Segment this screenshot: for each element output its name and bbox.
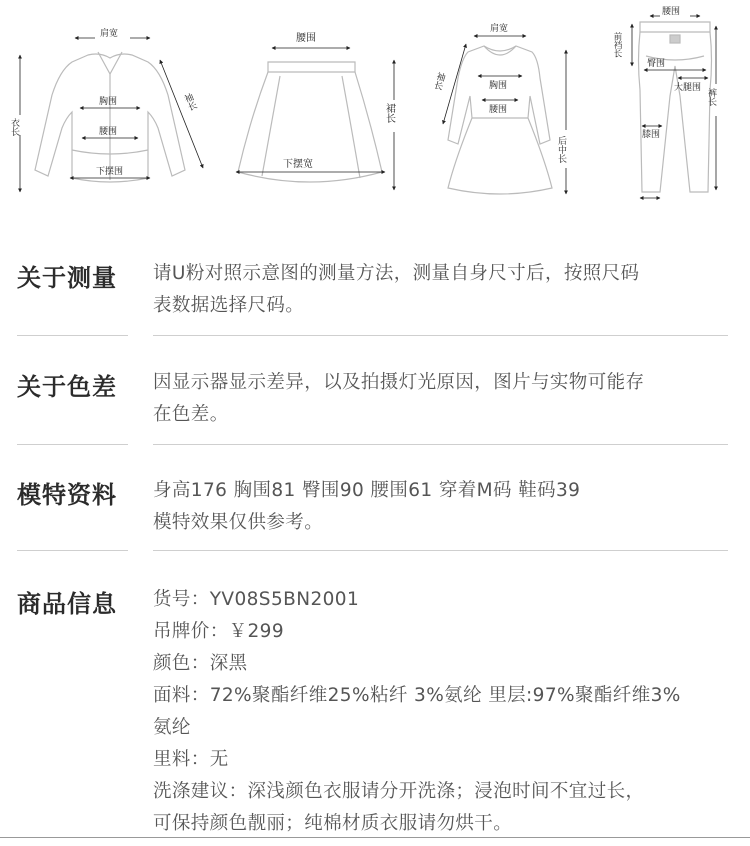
- section-title: 关于测量: [17, 264, 117, 292]
- section-body: [153, 584, 738, 840]
- section-body: [153, 367, 738, 431]
- section-body: [153, 475, 738, 539]
- pants-waist-label: 腰围: [662, 7, 681, 17]
- shirt-length-label: 衣长: [9, 118, 19, 136]
- section-title: 商品信息: [17, 590, 117, 618]
- dress-sleeve-label: 袖长: [431, 70, 446, 91]
- body-line: 里料：无: [153, 749, 229, 770]
- section-body: [153, 258, 738, 322]
- skirt-waist-label: 腰围: [296, 33, 316, 44]
- dress-back-length-label: 后中长: [556, 136, 566, 163]
- pants-rise-label: 前裆长: [612, 32, 622, 58]
- skirt-hem-label: 下摆宽: [283, 159, 313, 170]
- measurement-diagrams: [0, 0, 750, 215]
- body-line: 可保持颜色靓丽；纯棉材质衣服请勿烘干。: [153, 813, 513, 834]
- body-line: 颜色：深黑: [153, 653, 248, 674]
- body-line: 洗涤建议：深浅颜色衣服请分开洗涤；浸泡时间不宜过长，: [153, 781, 645, 802]
- divider: [153, 444, 728, 445]
- body-line: 在色差。: [153, 404, 229, 425]
- section-title: 关于色差: [17, 373, 117, 401]
- body-line: 因显示器显示差异，以及拍摄灯光原因，图片与实物可能存: [153, 372, 645, 393]
- divider: [153, 550, 728, 551]
- body-line: 货号：YV08S5BN2001: [153, 589, 360, 610]
- shirt-shoulder-label: 肩宽: [100, 29, 119, 39]
- body-line: 表数据选择尺码。: [153, 295, 305, 316]
- divider: [153, 335, 728, 336]
- pants-knee-label: 膝围: [642, 130, 661, 140]
- body-line: 吊牌价：￥299: [153, 621, 285, 642]
- shirt-diagram: [35, 52, 185, 182]
- section-title: 模特资料: [17, 481, 117, 509]
- bottom-divider: [0, 837, 750, 838]
- dress-chest-label: 胸围: [489, 81, 508, 91]
- pants-thigh-label: 大腿围: [674, 83, 702, 93]
- body-line: 氨纶: [153, 717, 191, 738]
- dress-waist-label: 腰围: [489, 105, 508, 115]
- divider: [17, 444, 128, 445]
- shirt-waist-label: 腰围: [99, 127, 118, 137]
- pants-diagram: [639, 22, 712, 192]
- body-line: 身高176 胸围81 臀围90 腰围61 穿着M码 鞋码39: [153, 480, 581, 501]
- divider: [17, 550, 128, 551]
- pants-hip-label: 臀围: [647, 59, 666, 69]
- shirt-chest-label: 胸围: [99, 97, 118, 107]
- dress-diagram: [448, 46, 552, 194]
- shirt-hem-label: 下摆围: [96, 167, 124, 177]
- divider: [17, 335, 128, 336]
- body-line: 面料：72%聚酯纤维25%粘纤 3%氨纶 里层:97%聚酯纤维3%: [153, 685, 681, 706]
- body-line: 模特效果仅供参考。: [153, 512, 324, 533]
- dress-shoulder-label: 肩宽: [490, 24, 509, 34]
- shirt-sleeve-label: 袖长: [181, 92, 198, 113]
- pants-length-label: 裤长: [706, 88, 716, 106]
- skirt-length-label: 裙长: [383, 103, 395, 123]
- body-line: 请U粉对照示意图的测量方法，测量自身尺寸后，按照尺码: [153, 263, 640, 284]
